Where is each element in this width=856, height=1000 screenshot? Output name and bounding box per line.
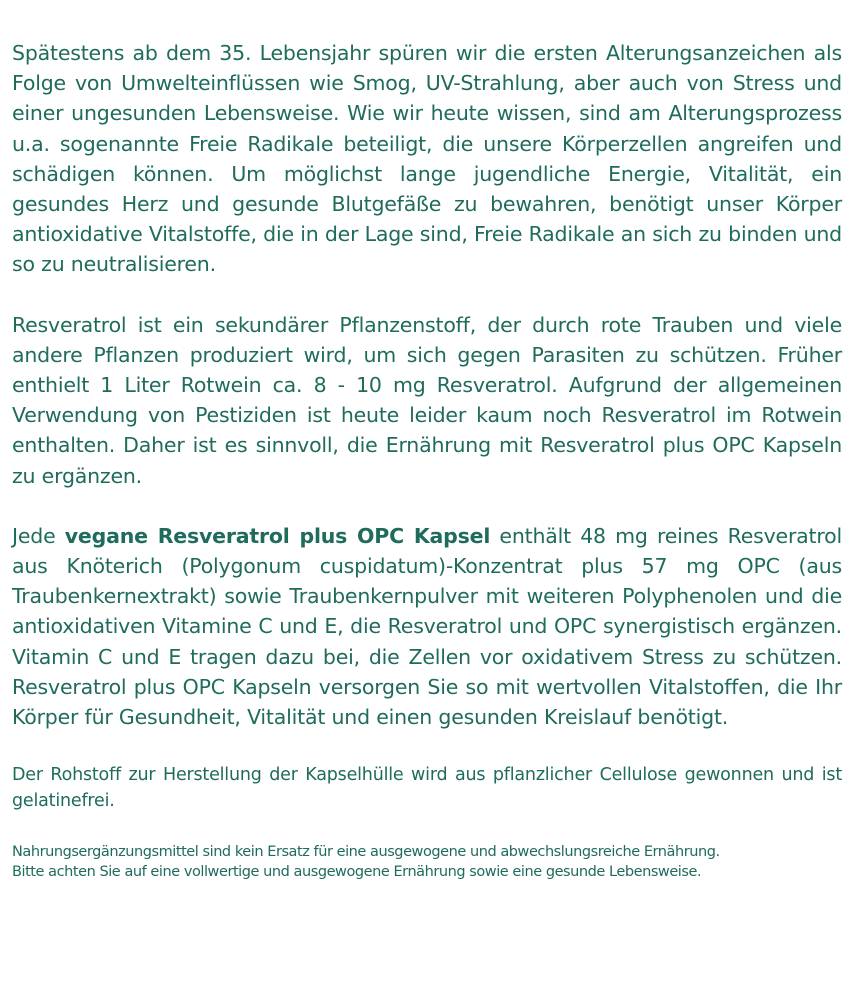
- paragraph-aging: Spätestens ab dem 35. Lebensjahr spüren wir die ersten Alterungsanzeichen als Folge von Umwelteinflüssen wie Smog, UV-Strahlung, aber auch von Stress und einer ungesunden Lebensweise. Wie wir heute wissen, sind am Alterungsprozess u.a. sogenannte Freie Radikale beteiligt, die unsere Körperzellen angreifen und schädigen können. Um möglichst lange jugendliche Energie, Vitalität, ein gesundes Herz und gesunde Blutgefäße zu bewahren, benötigt unser Körper antioxidative Vitalstoffe, die in der Lage sind, Freie Radikale an sich zu binden und so zu neutralisieren.: [12, 41, 842, 277]
- document-body: [12, 38, 842, 912]
- disclaimer-line-2: Bitte achten Sie auf eine vollwertige und ausgewogene Ernährung sowie eine gesunde Lebensweise.: [12, 864, 702, 881]
- paragraph-capsule-contents: [12, 521, 842, 732]
- capsule-intro-text: Jede: [12, 523, 65, 548]
- disclaimer: [12, 842, 842, 882]
- paragraph-capsule-shell: Der Rohstoff zur Herstellung der Kapselhülle wird aus pflanzlicher Cellulose gewonnen und ist gelatinefrei.: [12, 765, 842, 812]
- capsule-description-text: enthält 48 mg reines Resveratrol aus Knöterich (Polygonum cuspidatum)-Konzentrat plus 57 mg OPC (aus Traubenkernextrakt) sowie Traubenkernpulver mit weiteren Polyphenolen und die antioxidativen Vitamine C und E, die Resveratrol und OPC synergistisch ergänzen. Vitamin C und E tragen dazu bei, die Zellen vor oxidativem Stress zu schützen. Resveratrol plus OPC Kapseln versorgen Sie so mit wertvollen Vitalstoffen, die Ihr Körper für Gesundheit, Vitalität und einen gesunden Kreislauf benötigt.: [12, 523, 842, 730]
- capsule-product-name: vegane Resveratrol plus OPC Kapsel: [64, 523, 491, 548]
- disclaimer-line-1: Nahrungsergänzungsmittel sind kein Ersatz für eine ausgewogene und abwechslungsreiche Ernährung.: [12, 844, 720, 861]
- paragraph-resveratrol: Resveratrol ist ein sekundärer Pflanzenstoff, der durch rote Trauben und viele andere Pflanzen produziert wird, um sich gegen Parasiten zu schützen. Früher enthielt 1 Liter Rotwein ca. 8 - 10 mg Resveratrol. Aufgrund der allgemeinen Verwendung von Pestiziden ist heute leider kaum noch Resveratrol im Rotwein enthalten. Daher ist es sinnvoll, die Ernährung mit Resveratrol plus OPC Kapseln zu ergänzen.: [12, 312, 842, 488]
